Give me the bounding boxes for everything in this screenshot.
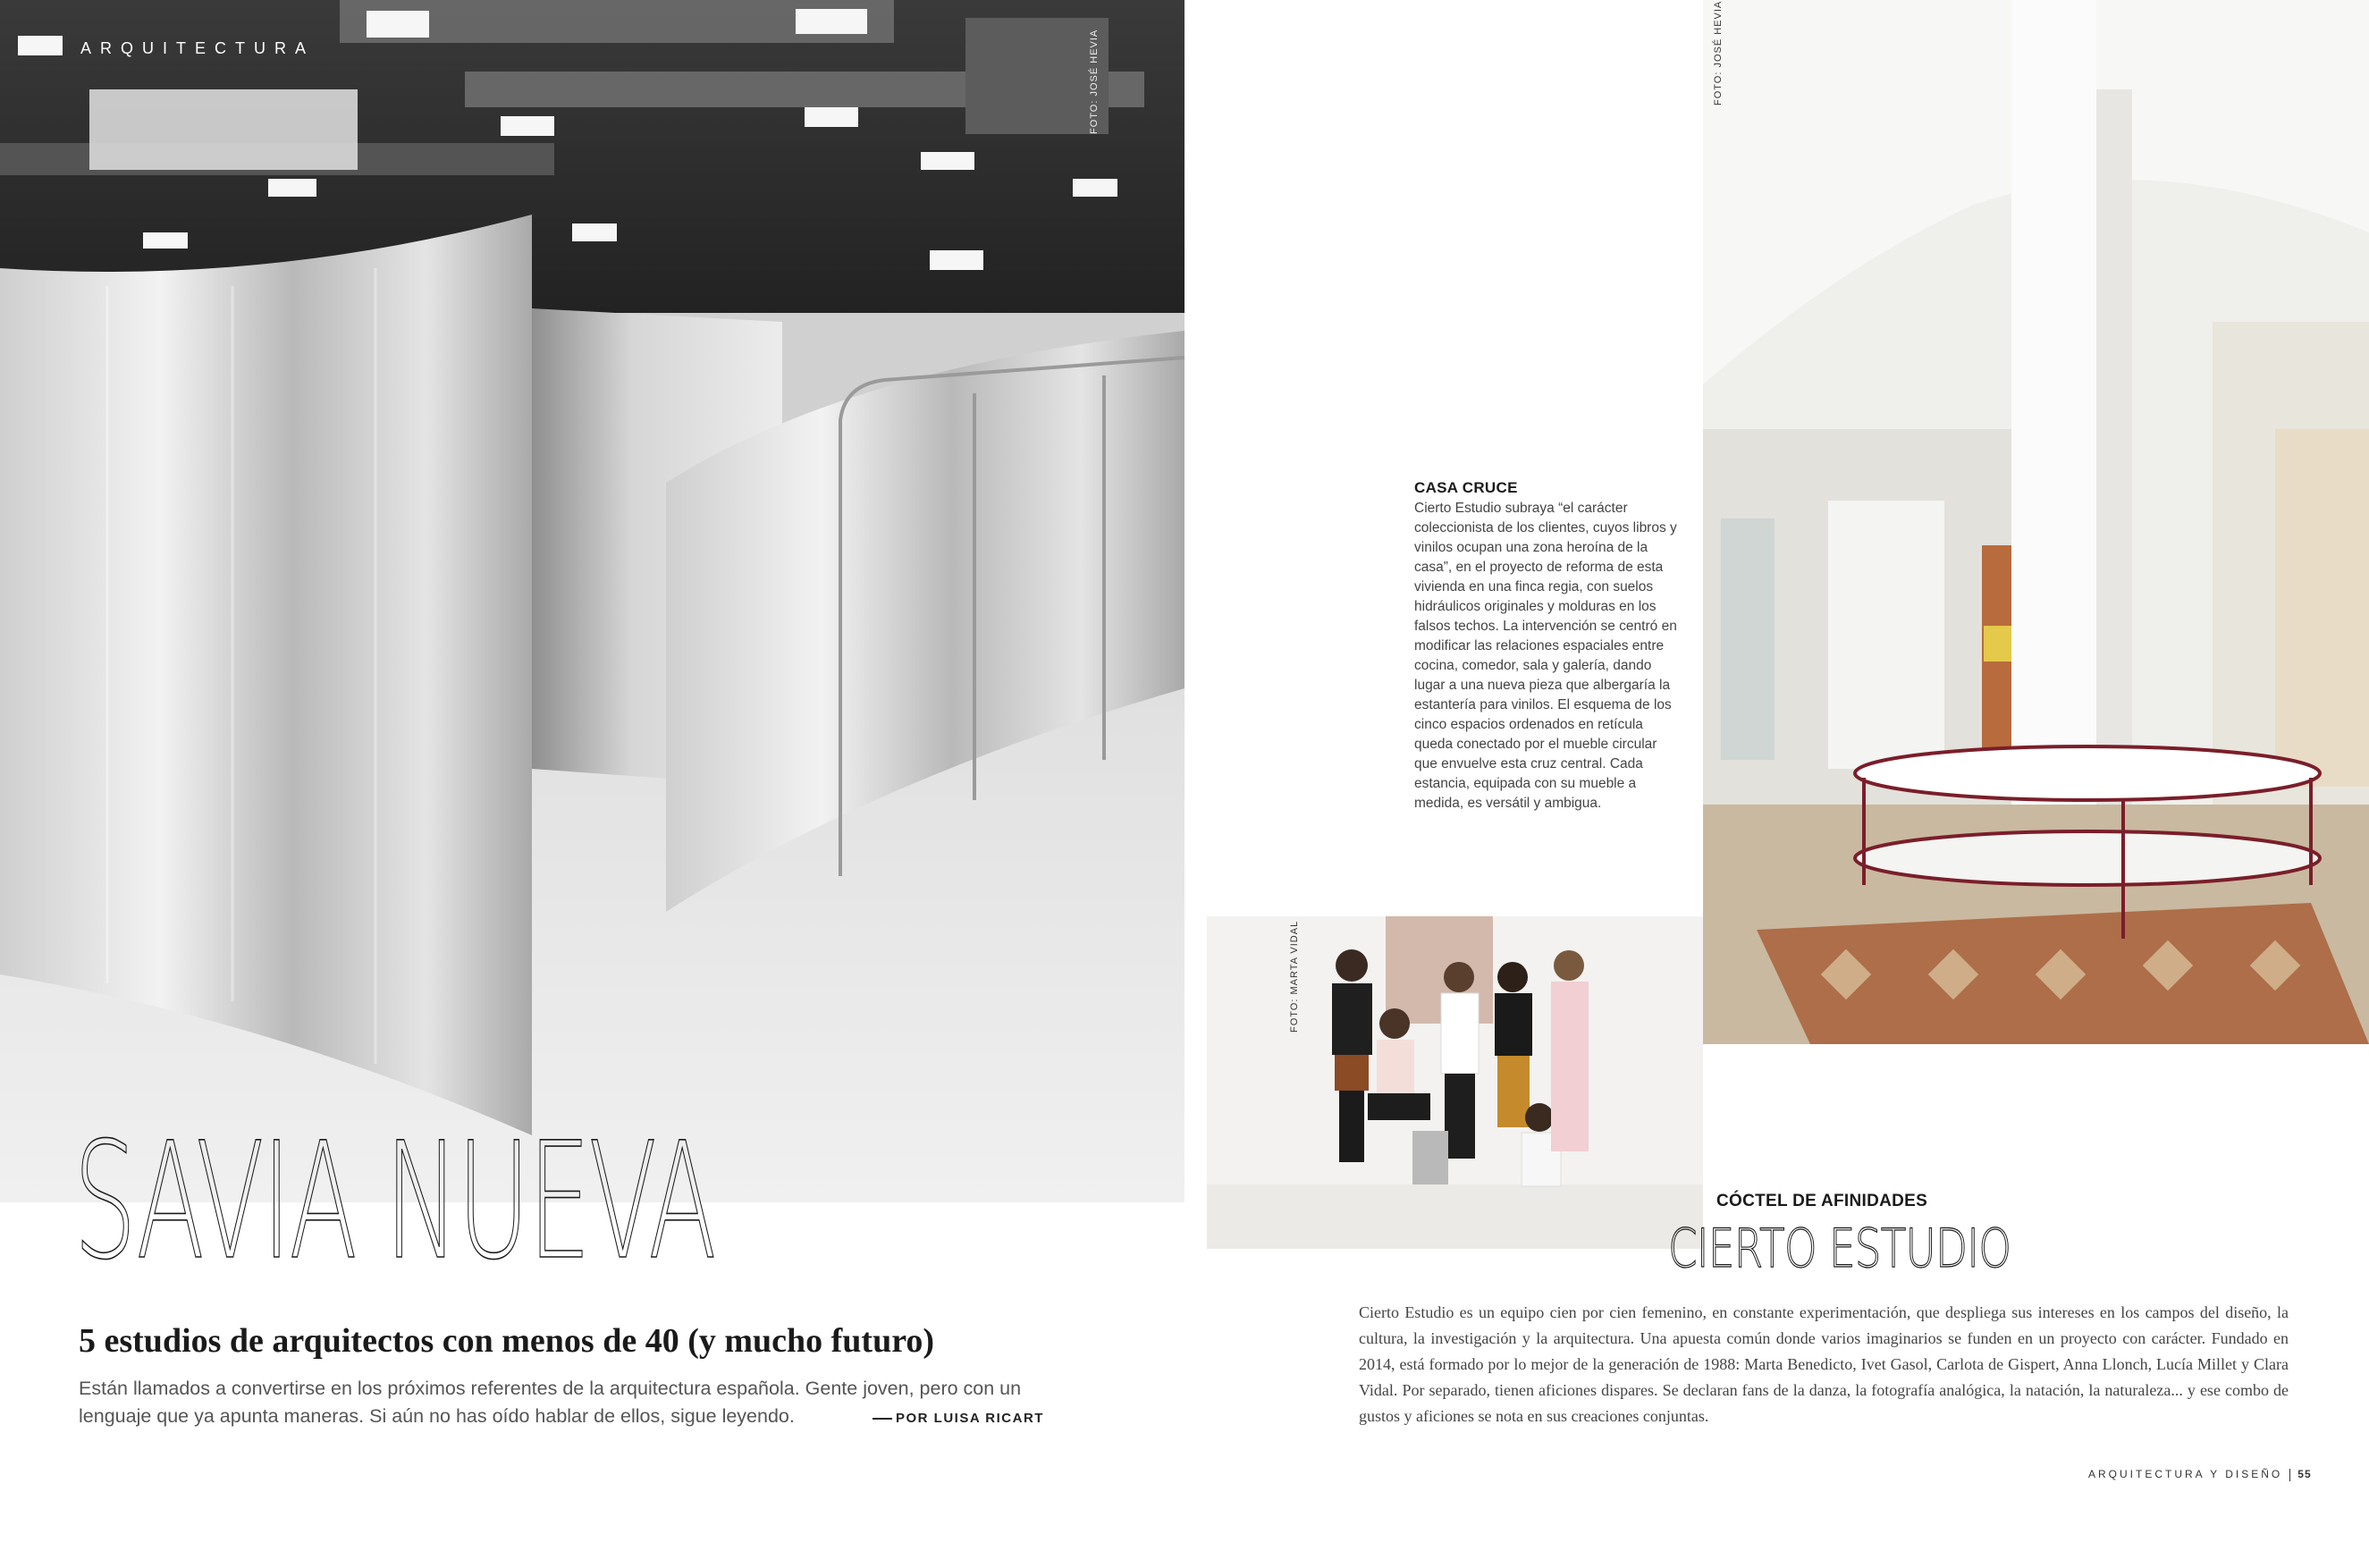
team-photo bbox=[1207, 916, 1703, 1249]
interior-photo-credit: FOTO: JOSÉ HEVIA bbox=[1713, 0, 1724, 105]
section-label: ARQUITECTURA bbox=[80, 39, 316, 57]
folio-section: ARQUITECTURA Y DISEÑO bbox=[2088, 1468, 2283, 1480]
headline-intro: Están llamados a convertirse en los próximos referentes de la arquitectura española. Gente joven, pero con un lenguaje que ya apunta maneras. Si aún no has oído hablar de ellos, sigue leyendo. bbox=[79, 1378, 1022, 1427]
hero-photo bbox=[0, 0, 1184, 1202]
studio-name: CIERTO ESTUDIO bbox=[1668, 1218, 2011, 1280]
page-number: 55 bbox=[2297, 1468, 2312, 1480]
hero-photo-credit: FOTO: JOSÉ HEVIA bbox=[1089, 29, 1100, 134]
byline: POR LUISA RICART bbox=[873, 1411, 1044, 1426]
headline-title: SAVIA NUEVA bbox=[73, 1109, 715, 1295]
headline-subtitle: 5 estudios de arquitectos con menos de 40 (y mucho futuro) bbox=[79, 1322, 935, 1360]
team-photo-credit: FOTO: MARTA VIDAL bbox=[1289, 920, 1300, 1033]
studio-kicker: CÓCTEL DE AFINIDADES bbox=[1716, 1192, 1928, 1210]
casa-cruce-heading: CASA CRUCE bbox=[1414, 479, 1518, 496]
folio-divider bbox=[2289, 1469, 2290, 1481]
studio-body: Cierto Estudio es un equipo cien por cien femenino, en constante experimentación, que despliega sus intereses en los campos del diseño, la cultura, la investigación y la arquitectura. Una apuesta común donde varios imaginarios se funden en un proyecto con carácter. Fundado en 2014, está formado por lo mejor de la generación de 1988: Marta Benedicto, Ivet Gasol, Carlota de Gispert, Anna Llonch, Lucía Millet y Clara Vidal. Por separado, tienen aficiones dispares. Se declaran fans de la danza, la fotografía analógica, la natación, la naturaleza... y ese combo de gustos y aficiones se nota en sus creaciones conjuntas. bbox=[1359, 1303, 2289, 1425]
folio bbox=[2088, 1468, 2312, 1481]
casa-cruce-body: Cierto Estudio subraya “el carácter coleccionista de los clientes, cuyos libros y vinilos ocupan una zona heroína de la casa”, en el proyecto de reforma de esta vivienda en una finca regia, con suelos hidráulicos originales y molduras en los falsos techos. La intervención se centró en modificar las relaciones espaciales entre cocina, comedor, sala y galería, dando lugar a una nueva pieza que albergaría la estantería para vinilos. El esquema de los cinco espacios ordenados en retícula queda conectado por el mueble circular que envuelve esta cruz central. Cada estancia, equipada con su mueble a medida, es versátil y ambigua. bbox=[1414, 501, 1677, 811]
interior-photo bbox=[1703, 0, 2369, 1044]
